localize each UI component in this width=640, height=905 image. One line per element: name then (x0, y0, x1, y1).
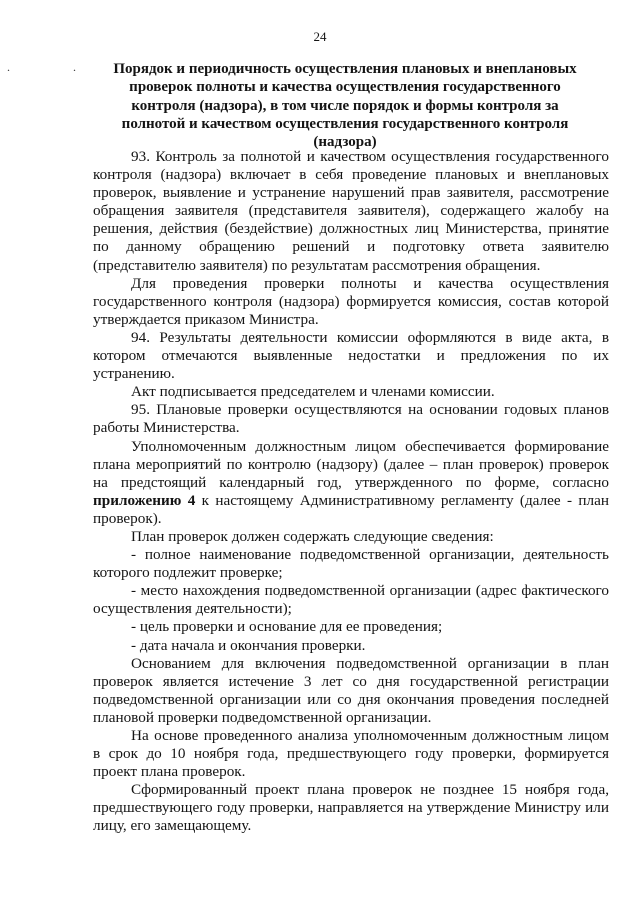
stray-marks: . . (7, 60, 106, 74)
paragraph-inclusion-basis: Основанием для включения подведомственной организации в план проверок является истечение 3 лет со дня государственной регистрации подведомственной организации или со дня окончания проведения последней плановой проверки подведомственной организации. (93, 654, 609, 726)
paragraph-commission: Для проведения проверки полноты и качества осуществления государственного контроля (надзора) формируется комиссия, состав которой утверждается приказом Министра. (93, 274, 609, 328)
paragraph-plan-formation (93, 438, 609, 528)
plan-formation-text-end: к настоящему Административному регламенту (далее - план проверок). (93, 491, 609, 527)
paragraph-94: 94. Результаты деятельности комиссии оформляются в виде акта, в котором отмечаются выявленные недостатки и предложения по их устранению. (93, 328, 609, 383)
list-item: - цель проверки и основание для ее проведения; (131, 618, 443, 636)
page-number: 24 (313, 29, 327, 44)
list-item: - дата начала и окончания проверки. (131, 636, 366, 654)
list-item: - полное наименование подведомственной организации, деятельность которого подлежит проверке; (93, 546, 609, 582)
document-body (93, 148, 609, 836)
paragraph-act: Акт подписывается председателем и членами комиссии. (131, 383, 495, 401)
paragraph-plan-contents: План проверок должен содержать следующие сведения: (131, 527, 494, 545)
plan-formation-text: Уполномоченным должностным лицом обеспечивается формирование плана мероприятий по контролю (надзору) (далее – план проверок) проверок на предстоящий календарный год, утвержденного по форме, согласно (93, 437, 609, 491)
paragraph-draft-plan: На основе проведенного анализа уполномоченным должностным лицом в срок до 10 ноября года, предшествующего году проверки, формируется проект плана проверок. (93, 727, 609, 781)
section-heading: Порядок и периодичность осуществления плановых и внеплановых проверок полноты и качества осуществления государственного контроля (надзора), в том числе порядок и формы контроля за полнотой и качеством осуществления государственного контроля (надзора) (113, 61, 577, 151)
appendix-reference: приложению 4 (93, 491, 196, 509)
paragraph-plan-approval: Сформированный проект плана проверок не позднее 15 ноября года, предшествующего году проверки, направляется на утверждение Министру или лицу, его замещающему. (93, 781, 609, 835)
list-item: - место нахождения подведомственной организации (адрес фактического осуществления деятельности); (93, 582, 609, 618)
paragraph-95: 95. Плановые проверки осуществляются на основании годовых планов работы Министерства. (93, 401, 609, 437)
paragraph-93: 93. Контроль за полнотой и качеством осуществления государственного контроля (надзора) включает в себя проведение плановых и внеплановых проверок, выявление и устранение нарушений прав заявителя, рассмотрение обращения заявителя (представителя заявителя), содержащего жалобу на решения, действия (бездействие) должностных лиц Министерства, принятие по данному обращению решений и подготовку ответа заявителю (представителю заявителя) по результатам рассмотрения обращения. (93, 148, 609, 274)
